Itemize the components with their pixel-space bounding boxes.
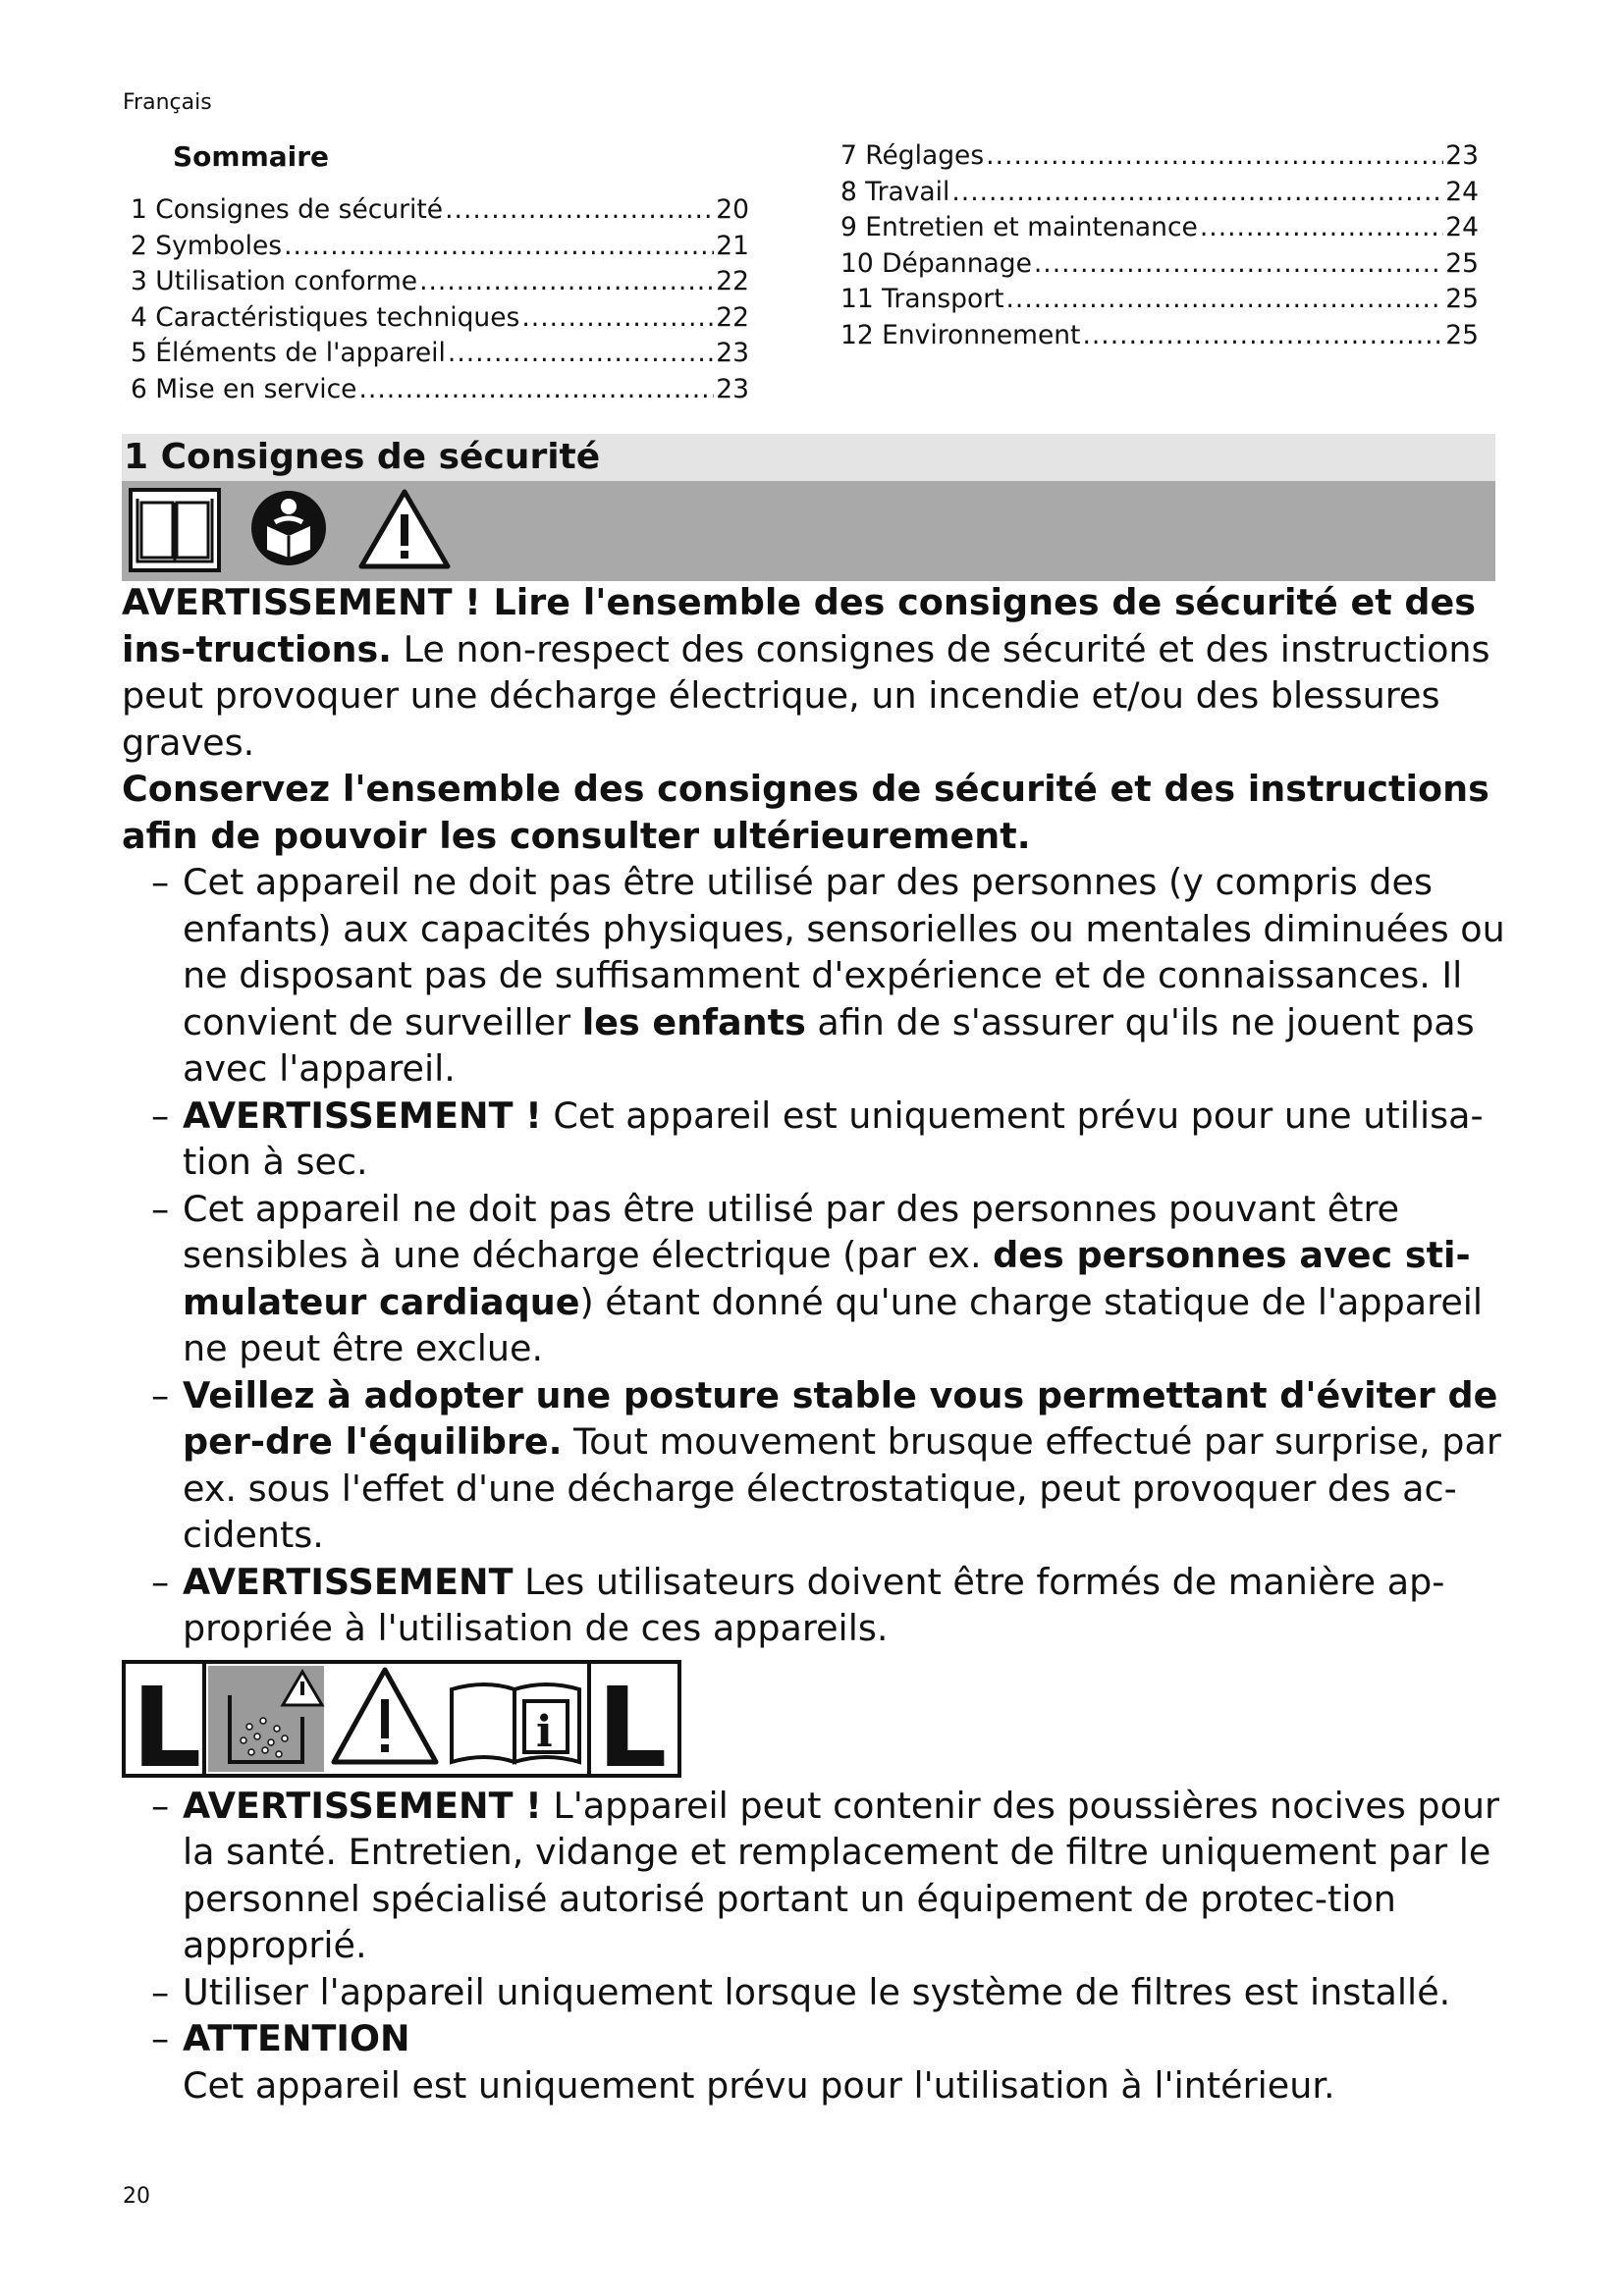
toc-entry-page: 22 <box>716 301 749 333</box>
toc-entry-page: 20 <box>716 194 749 225</box>
toc-entry-page: 21 <box>716 230 749 261</box>
toc-leader-dots <box>445 192 714 229</box>
toc-entry-label: 8 Travail <box>840 176 950 207</box>
warning-text: Le non-respect des consignes de sécurité et des instructions peut provoquer une décharge électrique, un incendie et/ou des blessures graves. <box>122 627 1490 764</box>
list-text: Cet appareil ne doit pas être utilisé par des personnes pouvant être sensibles à une décharge électrique (par ex. <box>183 1187 1400 1276</box>
toc-leader-dots <box>359 372 715 408</box>
list-text: L'appareil peut contenir des poussières nocives pour la santé. Entretien, vidange et remplacement de filtre uniquement par le personnel spécialisé autorisé portant un équipement de protec-tion approprié. <box>183 1784 1500 1966</box>
toc-entry[interactable] <box>131 192 749 229</box>
list-dash: – <box>151 2017 170 2059</box>
language-label: Français <box>123 90 212 115</box>
page-number: 20 <box>123 2184 150 2209</box>
toc-entry-page: 24 <box>1445 212 1479 243</box>
toc-entry-page: 25 <box>1445 319 1479 350</box>
list-text: Tout mouvement brusque effectué par surprise, par ex. sous l'effet d'une décharge électrostatique, peut provoquer des ac-cidents. <box>183 1420 1501 1556</box>
list-item <box>122 1372 1506 1559</box>
toc-entry[interactable] <box>131 264 749 300</box>
toc-leader-dots <box>986 138 1443 175</box>
dust-class-symbol-strip <box>122 1652 1506 1783</box>
toc-leader-dots <box>1006 282 1444 318</box>
toc-left-column <box>131 192 749 408</box>
list-emphasis: AVERTISSEMENT ! <box>183 1784 542 1827</box>
toc-entry-label: 6 Mise en service <box>131 373 357 404</box>
list-dash: – <box>151 1373 170 1416</box>
info-letter: i <box>536 1706 553 1757</box>
toc-leader-dots <box>521 300 714 337</box>
read-manual-info-icon <box>452 1684 579 1762</box>
toc-leader-dots <box>284 229 714 265</box>
list-text: Les utilisateurs doivent être formés de manière ap-propriée à l'utilisation de ces appareils. <box>183 1560 1445 1649</box>
warning-triangle-icon <box>357 487 452 571</box>
toc-entry-label: 2 Symboles <box>131 230 283 261</box>
toc-entry-page: 25 <box>1445 284 1479 315</box>
list-item <box>122 1969 1506 2016</box>
toc-entry[interactable] <box>131 300 749 337</box>
toc-leader-dots <box>419 264 714 300</box>
toc-right-column <box>840 138 1479 354</box>
list-item <box>122 1559 1506 1652</box>
toc-entry[interactable] <box>131 336 749 372</box>
list-text: ) étant donné qu'une charge statique de l'appareil ne peut être exclue. <box>183 1280 1484 1369</box>
toc-entry-label: 9 Entretien et maintenance <box>840 212 1198 243</box>
warning-paragraph <box>122 579 1506 766</box>
list-text: Cet appareil est uniquement prévu pour une utilisa-tion à sec. <box>183 1094 1484 1183</box>
toc-entry-label: 4 Caractéristiques techniques <box>131 301 520 333</box>
list-emphasis: ATTENTION <box>183 2017 410 2059</box>
toc-entry[interactable] <box>131 229 749 265</box>
toc-entry-label: 11 Transport <box>840 284 1004 315</box>
dust-class-letter-right: L <box>597 1664 668 1778</box>
toc-entry-label: 3 Utilisation conforme <box>131 266 418 297</box>
list-dash: – <box>151 1094 170 1137</box>
list-text: afin de s'assurer qu'ils ne jouent pas avec l'appareil. <box>183 1000 1475 1090</box>
list-item <box>122 859 1506 1093</box>
safety-instructions <box>122 579 1506 2109</box>
keep-instructions-note: Conservez l'ensemble des consignes de sécurité et des instructions afin de pouvoir les consulter ultérieurement. <box>122 768 1489 857</box>
list-text: Cet appareil ne doit pas être utilisé par des personnes (y compris des enfants) aux capacités physiques, sensorielles ou mentales diminuées ou ne disposant pas de suffisamment d'expérience et de connaissances. Il convient de surveiller <box>183 861 1505 1043</box>
dust-class-letter-left: L <box>132 1664 202 1778</box>
toc-entry[interactable] <box>131 372 749 408</box>
list-dash: – <box>151 1187 170 1230</box>
toc-entry-page: 24 <box>1445 176 1479 207</box>
toc-entry-label: 10 Dépannage <box>840 247 1032 279</box>
toc-entry-label: 12 Environnement <box>840 319 1081 350</box>
warning-heading: AVERTISSEMENT ! Lire l'ensemble des consignes de sécurité et des ins-tructions. <box>122 581 1476 670</box>
read-manual-icon <box>247 487 330 569</box>
list-dash: – <box>151 1560 170 1603</box>
toc-entry-label: 1 Consignes de sécurité <box>131 194 444 225</box>
toc-entry[interactable] <box>840 246 1479 283</box>
section-title: 1 Consignes de sécurité <box>124 437 601 477</box>
indoor-use-note: Cet appareil est uniquement prévu pour l'utilisation à l'intérieur. <box>183 2063 1335 2107</box>
toc-entry[interactable] <box>840 282 1479 318</box>
toc-entry-page: 23 <box>716 338 749 369</box>
toc-entry-page: 23 <box>1445 140 1479 171</box>
list-item <box>122 2015 1506 2062</box>
list-dash: – <box>151 861 170 903</box>
manual-book-icon <box>128 487 222 573</box>
toc-title: Sommaire <box>173 140 330 173</box>
list-emphasis: Veillez à adopter une posture stable vous permettant d'éviter de per-dre l'équilibre. <box>183 1373 1498 1463</box>
list-text: Utiliser l'appareil uniquement lorsque le système de filtres est installé. <box>183 1970 1451 2013</box>
list-emphasis: des personnes avec sti-mulateur cardiaque <box>183 1234 1471 1323</box>
toc-entry-page: 22 <box>716 266 749 297</box>
toc-leader-dots <box>448 336 714 372</box>
toc-leader-dots <box>1082 318 1443 354</box>
list-emphasis: les enfants <box>581 1000 806 1043</box>
toc-entry[interactable] <box>840 138 1479 175</box>
toc-entry[interactable] <box>840 210 1479 246</box>
toc-entry[interactable] <box>840 318 1479 354</box>
toc-leader-dots <box>951 175 1443 211</box>
toc-entry-page: 25 <box>1445 247 1479 279</box>
toc-leader-dots <box>1200 210 1443 246</box>
list-dash: – <box>151 1970 170 2013</box>
safety-icon-band <box>122 481 1495 581</box>
list-emphasis: AVERTISSEMENT <box>183 1560 514 1603</box>
toc-entry-page: 23 <box>716 373 749 404</box>
toc-leader-dots <box>1034 246 1443 283</box>
list-item <box>122 1093 1506 1186</box>
toc-entry-label: 7 Réglages <box>840 140 985 171</box>
toc-entry[interactable] <box>840 175 1479 211</box>
list-dash: – <box>151 1784 170 1827</box>
list-item <box>122 1186 1506 1372</box>
toc-entry-label: 5 Éléments de l'appareil <box>131 338 446 369</box>
list-item <box>122 1783 1506 1969</box>
list-emphasis: AVERTISSEMENT ! <box>183 1094 542 1137</box>
dust-class-symbols <box>122 1660 681 1778</box>
